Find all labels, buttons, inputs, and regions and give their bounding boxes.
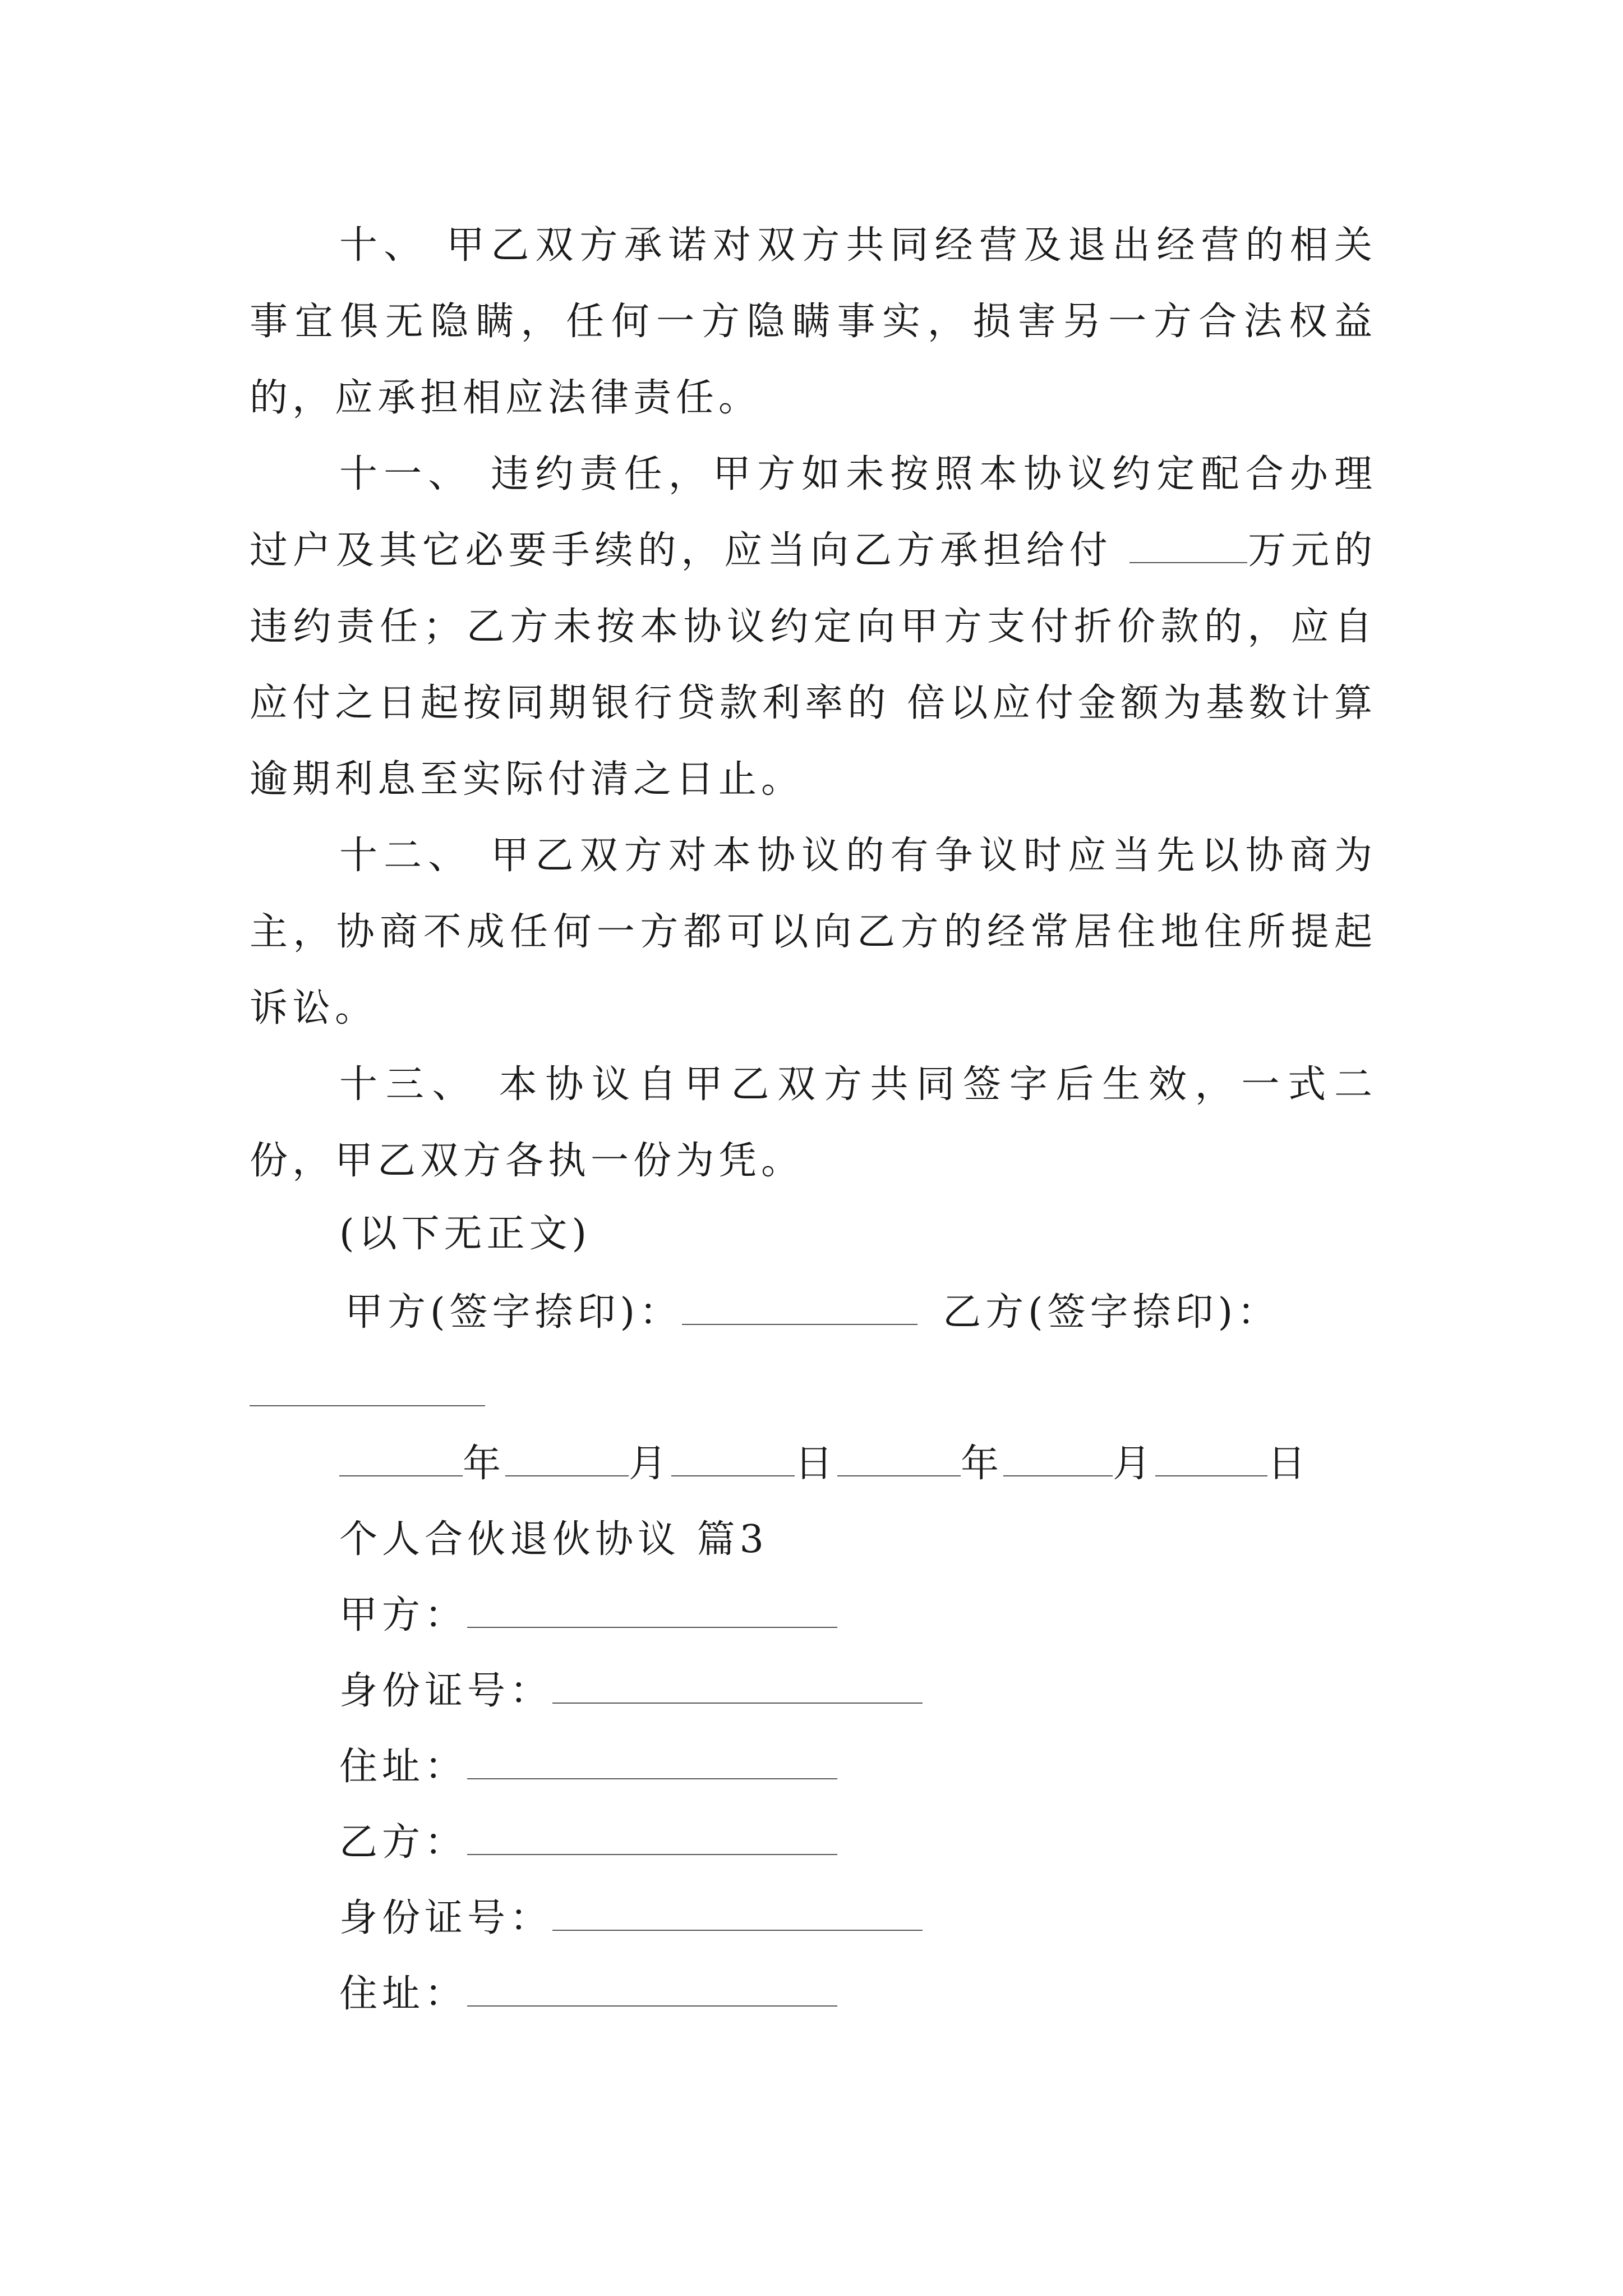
no-further-text: (以下无正文): [339, 1212, 592, 1256]
day-blank-a: [671, 1444, 795, 1476]
id-b-blank: [552, 1898, 923, 1931]
id-a-field: [339, 1669, 923, 1714]
party-a-field: [339, 1593, 837, 1638]
address-a-field: [339, 1745, 837, 1789]
party-b-signature-label: 乙方(签字捺印)：: [943, 1290, 1280, 1335]
party-b-signature-blank: [250, 1405, 485, 1406]
year-label-a: 年: [463, 1442, 506, 1486]
party-a-label: 甲方：: [339, 1593, 468, 1637]
party-a-blank: [467, 1595, 837, 1628]
address-b-blank: [467, 1974, 837, 2007]
id-a-label: 身份证号：: [339, 1669, 553, 1713]
year-blank-b: [837, 1444, 961, 1476]
party-b-label: 乙方：: [339, 1820, 468, 1865]
party-b-blank: [467, 1823, 837, 1855]
day-blank-b: [1155, 1444, 1267, 1476]
month-label-b: 月: [1113, 1442, 1156, 1486]
address-b-label: 住址：: [339, 1972, 468, 2016]
party-a-signature-label: 甲方(签字捺印)：: [345, 1290, 683, 1335]
penalty-amount-blank: [1129, 531, 1247, 563]
id-b-field: [339, 1896, 923, 1941]
party-a-signature-blank: [682, 1292, 917, 1325]
month-blank-a: [505, 1444, 629, 1476]
section-title: 个人合伙退伙协议 篇3: [339, 1517, 768, 1562]
year-label-b: 年: [961, 1442, 1004, 1486]
clause-12: 十二、 甲乙双方对本协议的有争议时应当先以协商为主，协商不成任何一方都可以向乙方的经常居住地住所提起诉讼。: [250, 834, 1377, 1030]
month-label-a: 月: [629, 1442, 672, 1486]
month-blank-b: [1003, 1444, 1113, 1476]
clause-11-part-b: 万元的违约责任；乙方未按本协议约定向甲方支付折价款的，应自应付之日起按同期银行贷款利率的 倍以应付金额为基数计算逾期利息至实际付清之日止。: [250, 528, 1377, 802]
clause-11-part-a: 十一、 违约责任，甲方如未按照本协议约定配合办理过户及其它必要手续的，应当向乙方承担给付: [250, 452, 1377, 573]
address-a-label: 住址：: [339, 1745, 468, 1789]
address-b-field: [339, 1972, 837, 2017]
day-label-b: 日: [1267, 1442, 1311, 1486]
year-blank-a: [339, 1444, 463, 1476]
party-b-field: [339, 1820, 837, 1865]
clause-11: [250, 436, 1377, 818]
signature-line: [345, 1290, 1280, 1335]
clause-10: 十、 甲乙双方承诺对双方共同经营及退出经营的相关事宜俱无隐瞒，任何一方隐瞒事实，损害另一方合法权益的，应承担相应法律责任。: [250, 223, 1377, 420]
clause-13: 十三、 本协议自甲乙双方共同签字后生效，一式二份，甲乙双方各执一份为凭。: [250, 1062, 1377, 1183]
address-a-blank: [467, 1747, 837, 1779]
date-line: [339, 1442, 1310, 1487]
id-a-blank: [552, 1671, 923, 1704]
id-b-label: 身份证号：: [339, 1896, 553, 1940]
day-label-a: 日: [795, 1442, 838, 1486]
